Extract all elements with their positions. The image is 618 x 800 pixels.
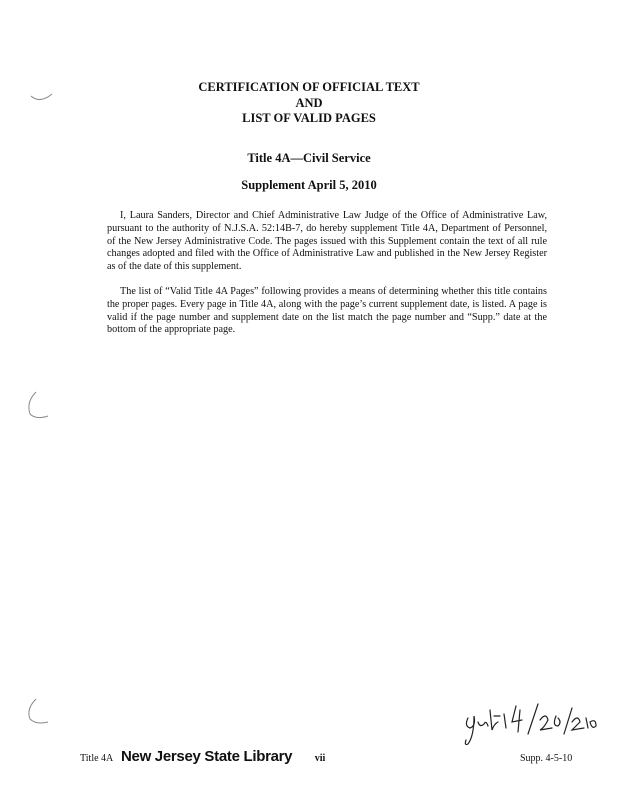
hole-punch-mark [24,695,54,731]
certification-heading [0,80,618,127]
title-heading: Title 4A—Civil Service [247,151,371,165]
handwritten-signature [460,700,600,750]
paragraph-1-text: I, Laura Sanders, Director and Chief Administrative Law Judge of the Office of Administrative Law, pursuant to the authority of N.J.S.A. 52:14B-7, do hereby supplement Title 4A, Department of Personnel, of the New Jersey Administrative Code. The pages issued with this Supplement contain the text of all rule changes adopted and filed with the Office of Administrative Law and published in the New Jersey Register as of the date of this supplement. [107,210,547,273]
valid-pages-paragraph [107,286,547,337]
heading-line-2: AND [295,95,323,110]
library-stamp: New Jersey State Library [121,748,293,765]
hole-punch-mark [24,388,54,428]
supplement-date: Supp. 4-5-10 [520,753,573,764]
paragraph-2-text: The list of “Valid Title 4A Pages” following provides a means of determining whether this title contains the proper pages. Every page in Title 4A, along with the page’s current supplement date, is listed. A page is valid if the page number and supplement date on the list match the page number and “Supp.” date at the bottom of the appropriate page. [107,286,547,336]
heading-line-1: CERTIFICATION OF OFFICIAL TEXT [198,80,420,94]
footer-title-label: Title 4A [80,753,114,764]
certification-paragraph [107,210,547,274]
heading-line-3: LIST OF VALID PAGES [242,111,376,125]
supplement-heading: Supplement April 5, 2010 [241,178,377,192]
page-number: vii [314,753,326,764]
